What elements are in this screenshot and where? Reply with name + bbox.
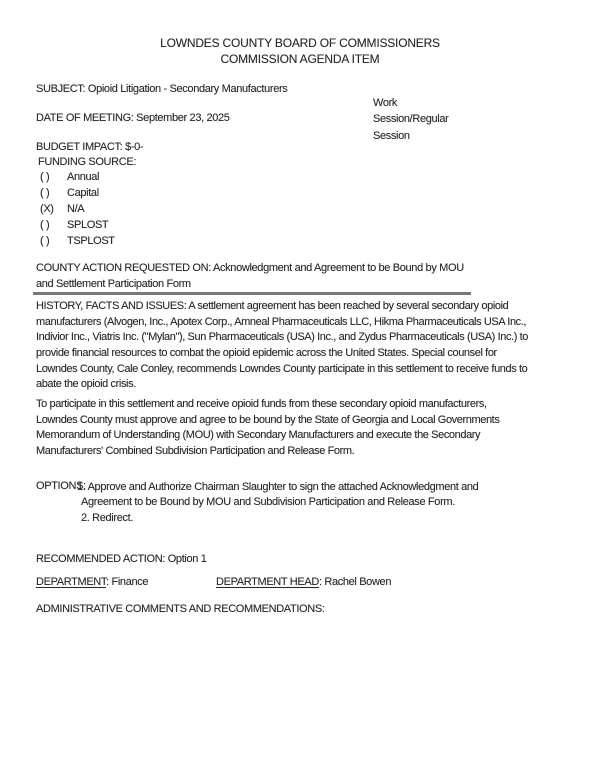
department-head-value: : Rachel Bowen (318, 576, 392, 588)
county-action-requested: COUNTY ACTION REQUESTED ON: Acknowledgment and Agreement to be Bound by MOU and Settlement Participation Form (36, 262, 464, 290)
funding-option-splost (40, 217, 115, 233)
date-of-meeting: DATE OF MEETING: September 23, 2025 (36, 112, 230, 124)
session-type: Work Session/Regular Session (373, 97, 449, 142)
funding-option-label: TSPLOST (67, 235, 115, 248)
checkbox-annual: ( ) (40, 171, 50, 183)
funding-option-label: N/A (67, 203, 85, 216)
funding-option-na (40, 201, 115, 217)
document-title: LOWNDES COUNTY BOARD OF COMMISSIONERS COMMISSION AGENDA ITEM (160, 36, 440, 66)
funding-options-list (40, 169, 115, 249)
administrative-comments-label: ADMINISTRATIVE COMMENTS AND RECOMMENDATIONS: (36, 603, 325, 615)
funding-source-label: FUNDING SOURCE: (38, 156, 137, 168)
checkbox-capital: ( ) (40, 187, 50, 200)
budget-impact: BUDGET IMPACT: $-0- (36, 141, 144, 153)
options-list: 1. Approve and Authorize Chairman Slaughter to sign the attached Acknowledgment and Agreement to be Bound by MOU and Subdivision Participation and Release Form. 2. Redirect. (77, 481, 479, 524)
funding-option-annual (40, 169, 115, 185)
options-label: OPTIONS: (36, 480, 86, 492)
subject-line: SUBJECT: Opioid Litigation - Secondary Manufacturers (36, 83, 288, 95)
checkbox-splost: ( ) (40, 219, 50, 232)
department-value: : Finance (106, 576, 149, 588)
department-head-line (216, 576, 391, 588)
funding-option-label: Annual (67, 171, 100, 183)
funding-option-capital (40, 185, 115, 201)
funding-option-label: SPLOST (67, 219, 109, 232)
section-divider (33, 292, 471, 295)
department-head-label: DEPARTMENT HEAD (216, 576, 319, 588)
recommended-action: RECOMMENDED ACTION: Option 1 (36, 553, 207, 565)
funding-option-label: Capital (67, 187, 99, 200)
participation-paragraph: To participate in this settlement and receive opioid funds from these secondary opioid manufacturers, Lowndes County must approve and agree to be bound by the State of Georgia and Local Governments Memorandum of Understanding (MOU) with Secondary Manufacturers and execute the Secondary Manufacturers' Combined Subdivision Participation and Release Form. (36, 398, 500, 457)
history-facts-issues-paragraph: HISTORY, FACTS AND ISSUES: A settlement agreement has been reached by several secondary opioid manufacturers (Alvogen, Inc., Apotex Corp., Amneal Pharmaceuticals LLC, Hikma Pharmaceuticals USA Inc., Indivior Inc., Viatris Inc. ("Mylan"), Sun Pharmaceuticals (USA) Inc., and Zydus Pharmaceuticals (USA) Inc.) to provide financial resources to combat the opioid epidemic across the United States. Special counsel for Lowndes County, Cale Conley, recommends Lowndes County participate in this settlement to receive funds to abate the opioid crisis. (36, 300, 529, 391)
department-line (36, 576, 148, 588)
department-label: DEPARTMENT (36, 576, 107, 588)
checkbox-na-checked: (X) (40, 203, 54, 216)
checkbox-tsplost: ( ) (40, 235, 50, 248)
funding-option-tsplost (40, 233, 115, 249)
